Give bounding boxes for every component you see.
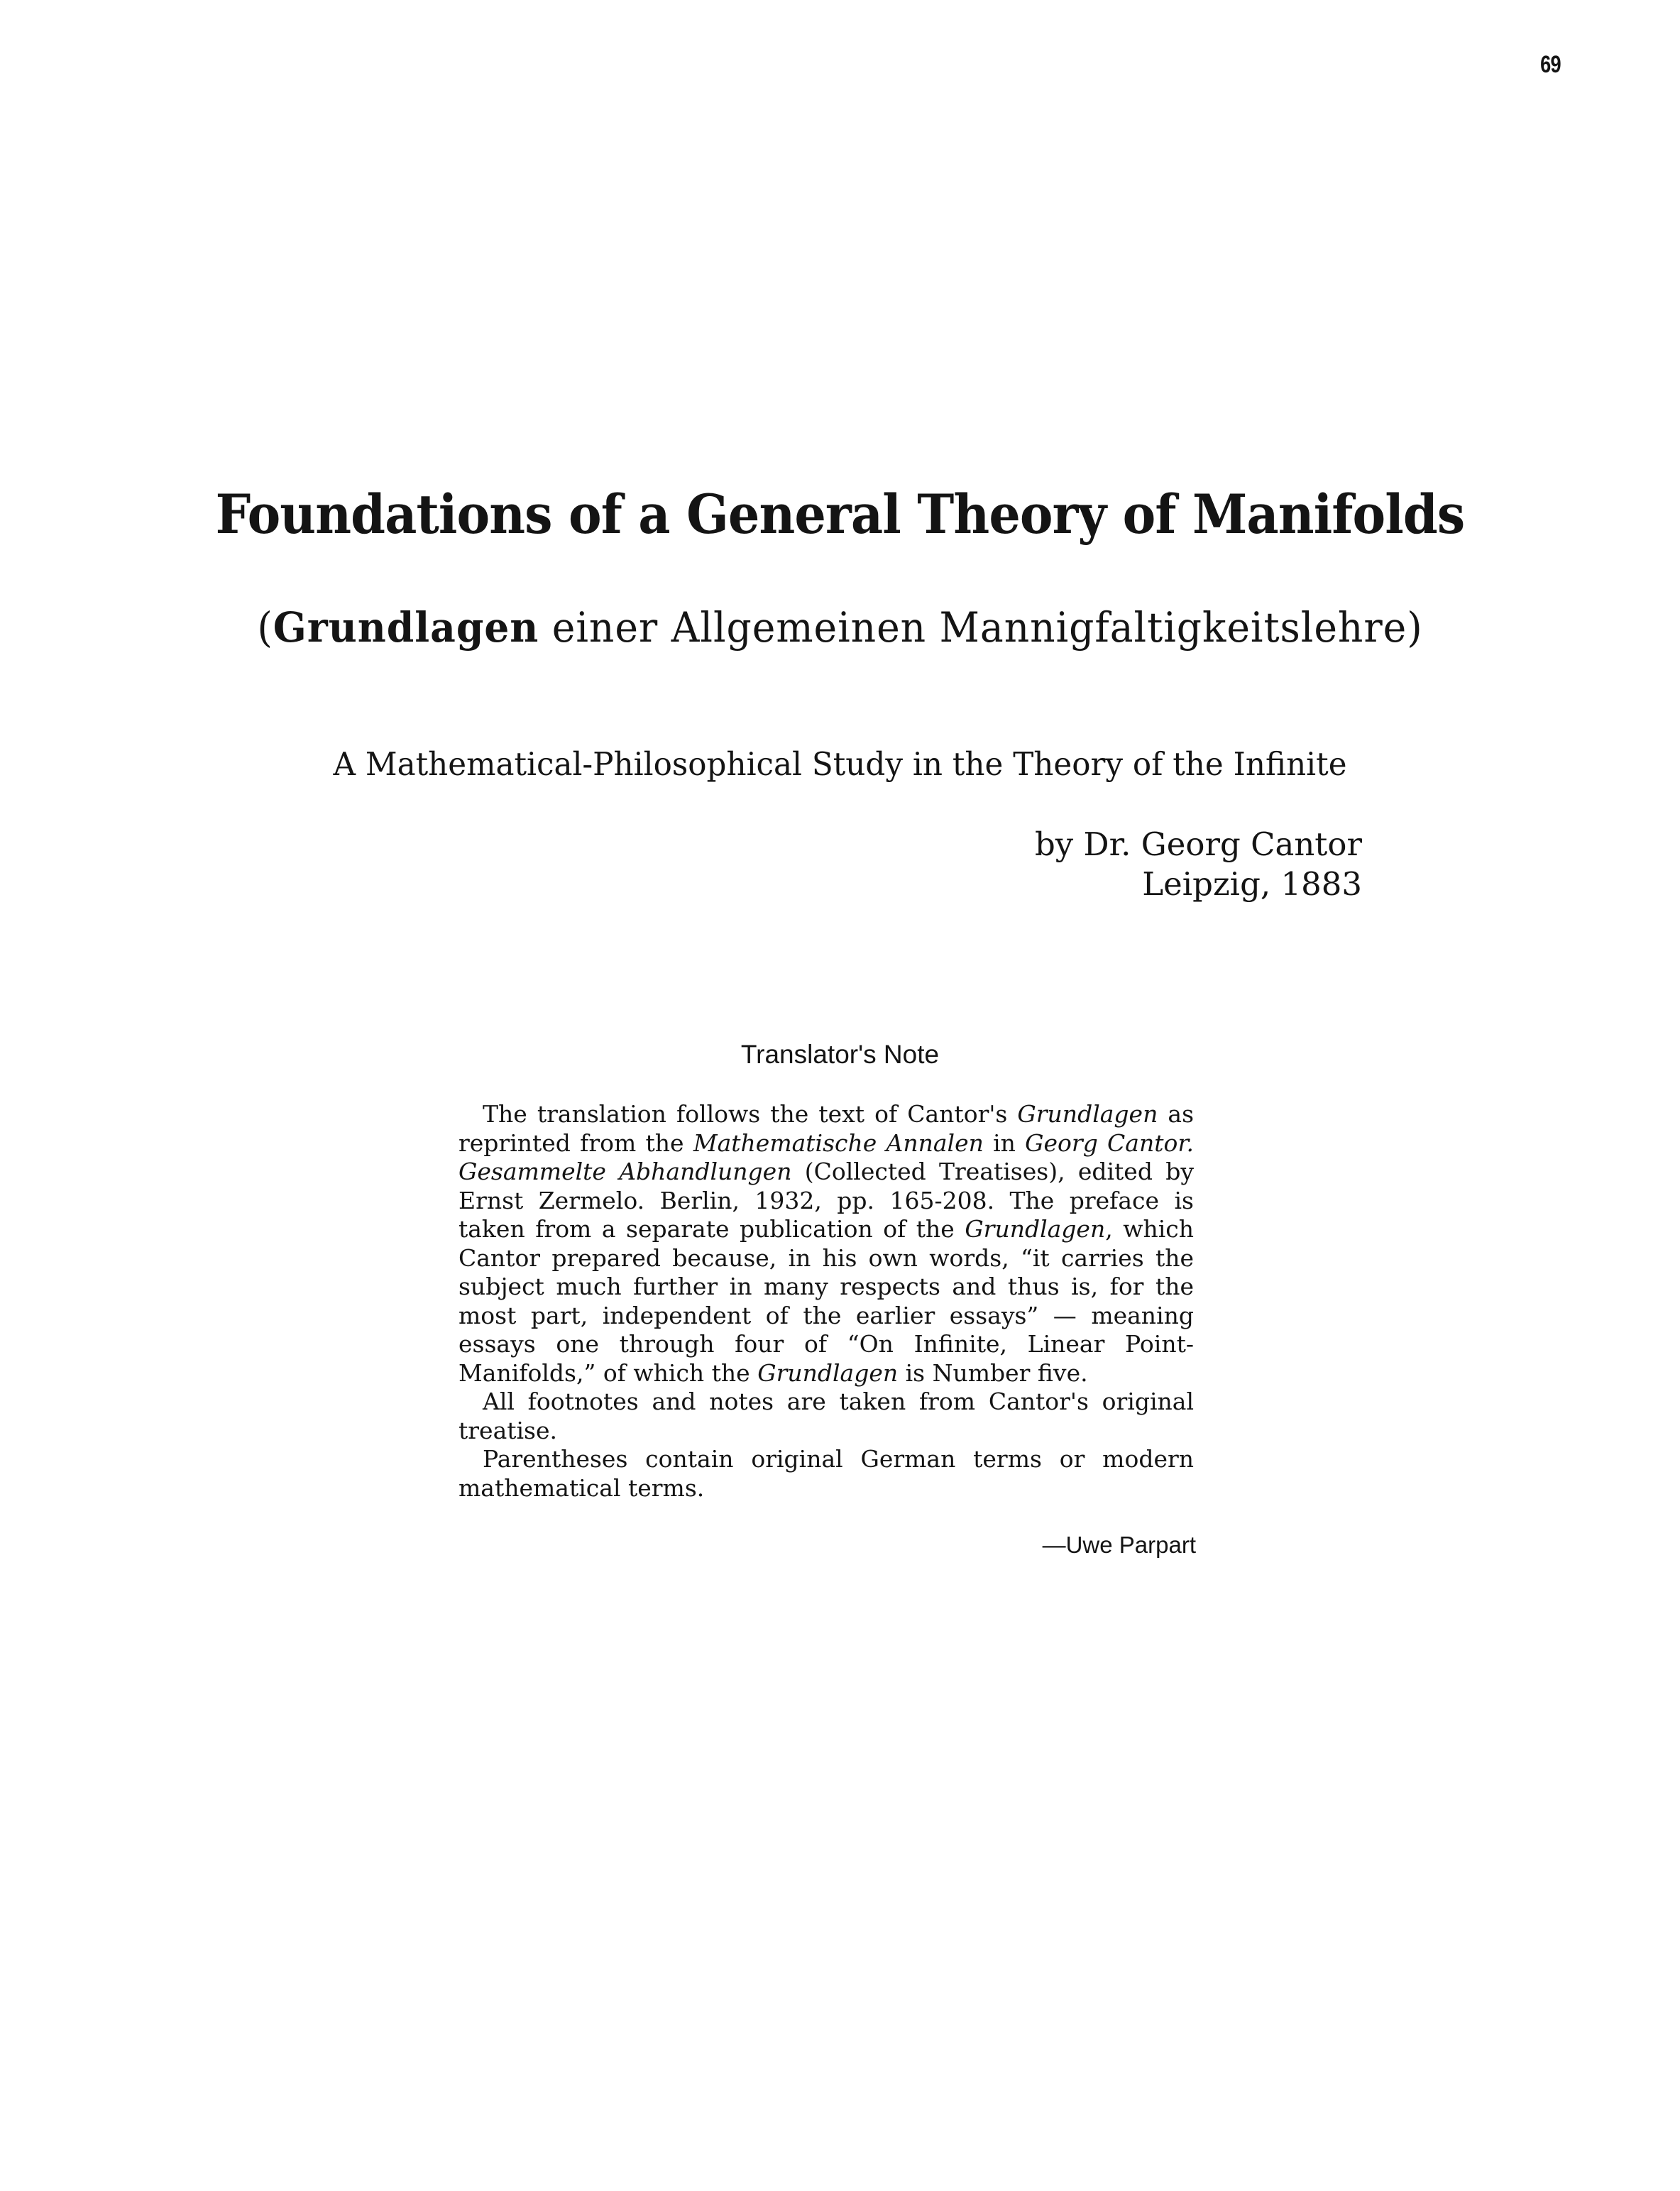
byline-author: by Dr. Georg Cantor	[1034, 825, 1362, 863]
byline-place-year: Leipzig, 1883	[1142, 865, 1362, 903]
subtitle-open-paren: (	[257, 603, 273, 652]
translators-note-body	[459, 1100, 1194, 1503]
note-text: , which Cantor prepared because, in his own words, “it carries the subject much further in many respects and thus is, for the most part, independent of the earlier essays” — meaning essays one through four of “On Infinite, Linear Point-Manifolds,” of which the	[459, 1215, 1194, 1387]
byline	[1035, 825, 1362, 904]
note-text: The translation follows the text of Cantor's	[483, 1100, 1018, 1128]
note-paragraph-1	[459, 1100, 1194, 1388]
page-number: 69	[1540, 51, 1561, 78]
note-italic: Georg Cantor. Gesammelte Abhandlungen	[459, 1129, 1194, 1185]
note-paragraph-2: All footnotes and notes are taken from Cantor's original treatise.	[459, 1388, 1194, 1444]
translator-signature: —Uwe Parpart	[1042, 1532, 1196, 1558]
subtitle-bold-word: Grundlagen	[273, 603, 539, 652]
article-title: Foundations of a General Theory of Manifolds	[215, 483, 1465, 546]
note-paragraph-3: Parentheses contain original German terms or modern mathematical terms.	[459, 1445, 1194, 1502]
note-italic: Grundlagen	[757, 1358, 899, 1387]
note-text: (Collected Treatises), edited by Ernst Zermelo. Berlin, 1932, pp. 165-208. The preface is taken from a separate publication of the	[459, 1158, 1194, 1243]
note-text: in	[983, 1129, 1026, 1157]
article-subtitle	[42, 603, 1638, 652]
translators-note-heading: Translator's Note	[740, 1040, 940, 1069]
subtitle-rest: einer Allgemeinen Mannigfaltigkeitslehre)	[539, 603, 1423, 652]
study-line: A Mathematical-Philosophical Study in the Theory of the Infinite	[333, 745, 1347, 783]
note-italic: Grundlagen	[1017, 1100, 1158, 1128]
note-text: as reprinted from the	[459, 1100, 1194, 1157]
note-italic: Grundlagen	[965, 1215, 1106, 1243]
note-italic: Mathematische Annalen	[693, 1129, 984, 1157]
note-text: is Number five.	[898, 1358, 1088, 1387]
